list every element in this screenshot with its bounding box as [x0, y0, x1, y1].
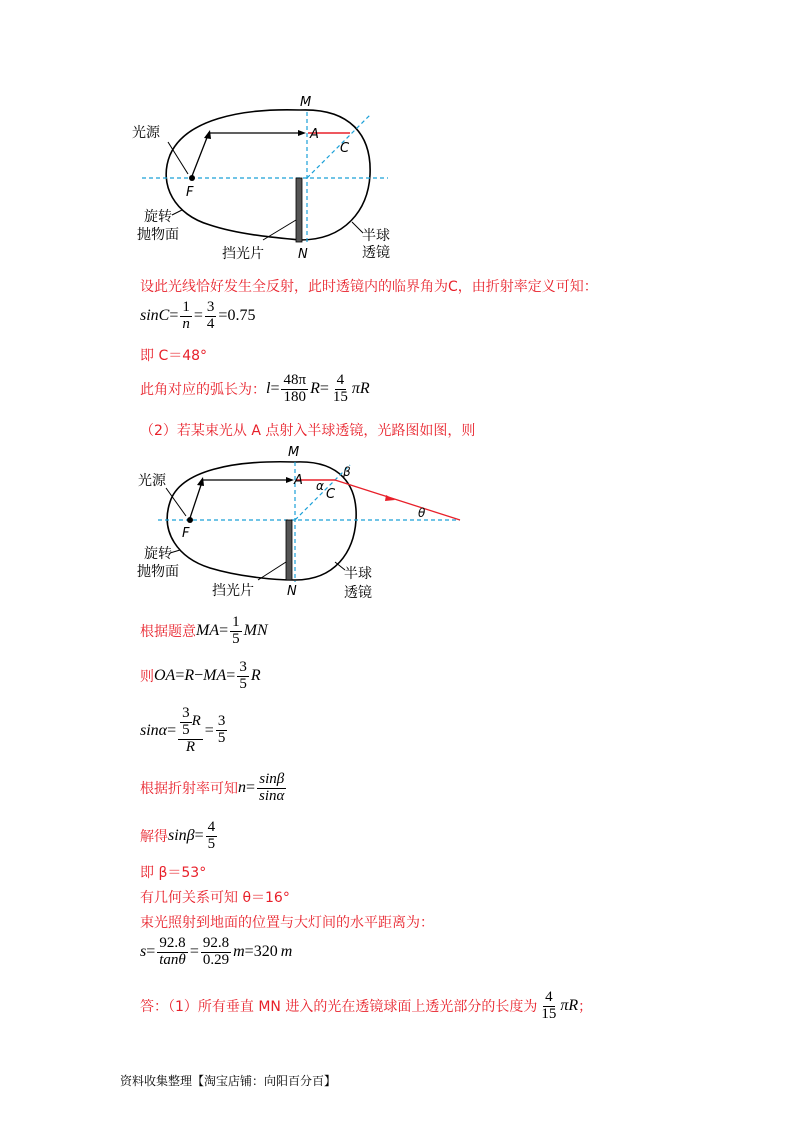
text-line-11: 即 β＝53°: [140, 865, 207, 881]
label-alpha: α: [316, 479, 324, 493]
figure-2-light-path-diagram: [130, 440, 475, 610]
label-M: M: [288, 445, 300, 460]
equation-refractive-index: 根据折射率可知 n = $\frac{\sin\beta}{\sin\alpha}$: [140, 771, 285, 804]
label-A: A: [294, 473, 303, 488]
text-line-3: 即 C＝48°: [140, 348, 208, 364]
label-rotate-1: 旋转: [144, 209, 172, 225]
label-F: F: [186, 185, 194, 200]
label-lens-1: 半球: [344, 566, 372, 582]
text-line-1: 设此光线恰好发生全反射，此时透镜内的临界角为C，由折射率定义可知：: [140, 279, 598, 295]
label-rotate-2: 抛物面: [137, 227, 179, 243]
equation-arc-length: 此角对应的弧长为： l = $\frac{48\pi}{180}$ R = $\frac{4}{15}$ πR: [140, 372, 370, 405]
label-baffle: 挡光片: [222, 246, 264, 262]
label-theta: θ: [418, 506, 426, 520]
label-M: M: [300, 95, 312, 110]
label-rotate-1: 旋转: [144, 546, 172, 562]
figure-1-lens-diagram: [130, 90, 420, 265]
label-light-source: 光源: [132, 125, 160, 141]
label-lens-2: 透镜: [362, 245, 390, 261]
equation-sinC: sinC = $\frac{1}{n}$ = $\frac{3}{4}$ = 0.75: [140, 299, 256, 332]
label-lens-2: 透镜: [344, 585, 372, 601]
label-lens-1: 半球: [362, 228, 390, 244]
label-N: N: [287, 584, 297, 599]
baffle: [286, 520, 292, 580]
equation-sin-beta: 解得 sinβ = $\frac{4}{5}$: [140, 819, 216, 852]
label-C: C: [326, 487, 336, 502]
equation-distance: s = $\frac{92.8}{\tan\theta}$ = $\frac{92.8}{0.29}$ m = 320 m: [140, 935, 293, 968]
label-C: C: [340, 141, 350, 156]
focus-point: [189, 175, 195, 181]
label-light-source: 光源: [138, 473, 166, 489]
focus-point: [187, 517, 193, 523]
equation-MA: 根据题意 MA = $\frac{1}{5}$ MN: [140, 614, 268, 647]
text-line-12: 有几何关系可知 θ＝16°: [140, 890, 290, 906]
paraboloid-outline: [166, 110, 300, 240]
label-N: N: [298, 247, 308, 262]
footer-source: 资料收集整理【淘宝店铺：向阳百分百】: [120, 1074, 337, 1088]
label-rotate-2: 抛物面: [137, 564, 179, 580]
text-line-5: （2）若某束光从 A 点射入半球透镜，光路图如图，则: [140, 423, 476, 439]
answer-line: 答：（1）所有垂直 MN 进入的光在透镜球面上透光部分的长度为 $\frac{4}{15}$ πR ；: [140, 989, 593, 1022]
equation-sin-alpha: sinα = $\frac{3}{5}$ R R = $\frac{3}{5}$: [140, 705, 226, 755]
baffle: [296, 178, 302, 242]
label-F: F: [182, 526, 190, 541]
label-beta: β: [343, 465, 351, 479]
equation-OA: 则 OA = R − MA = $\frac{3}{5}$ R: [140, 659, 261, 692]
text-line-13: 束光照射到地面的位置与大灯间的水平距离为：: [140, 915, 434, 931]
label-A: A: [310, 127, 319, 142]
label-baffle: 挡光片: [212, 583, 254, 599]
